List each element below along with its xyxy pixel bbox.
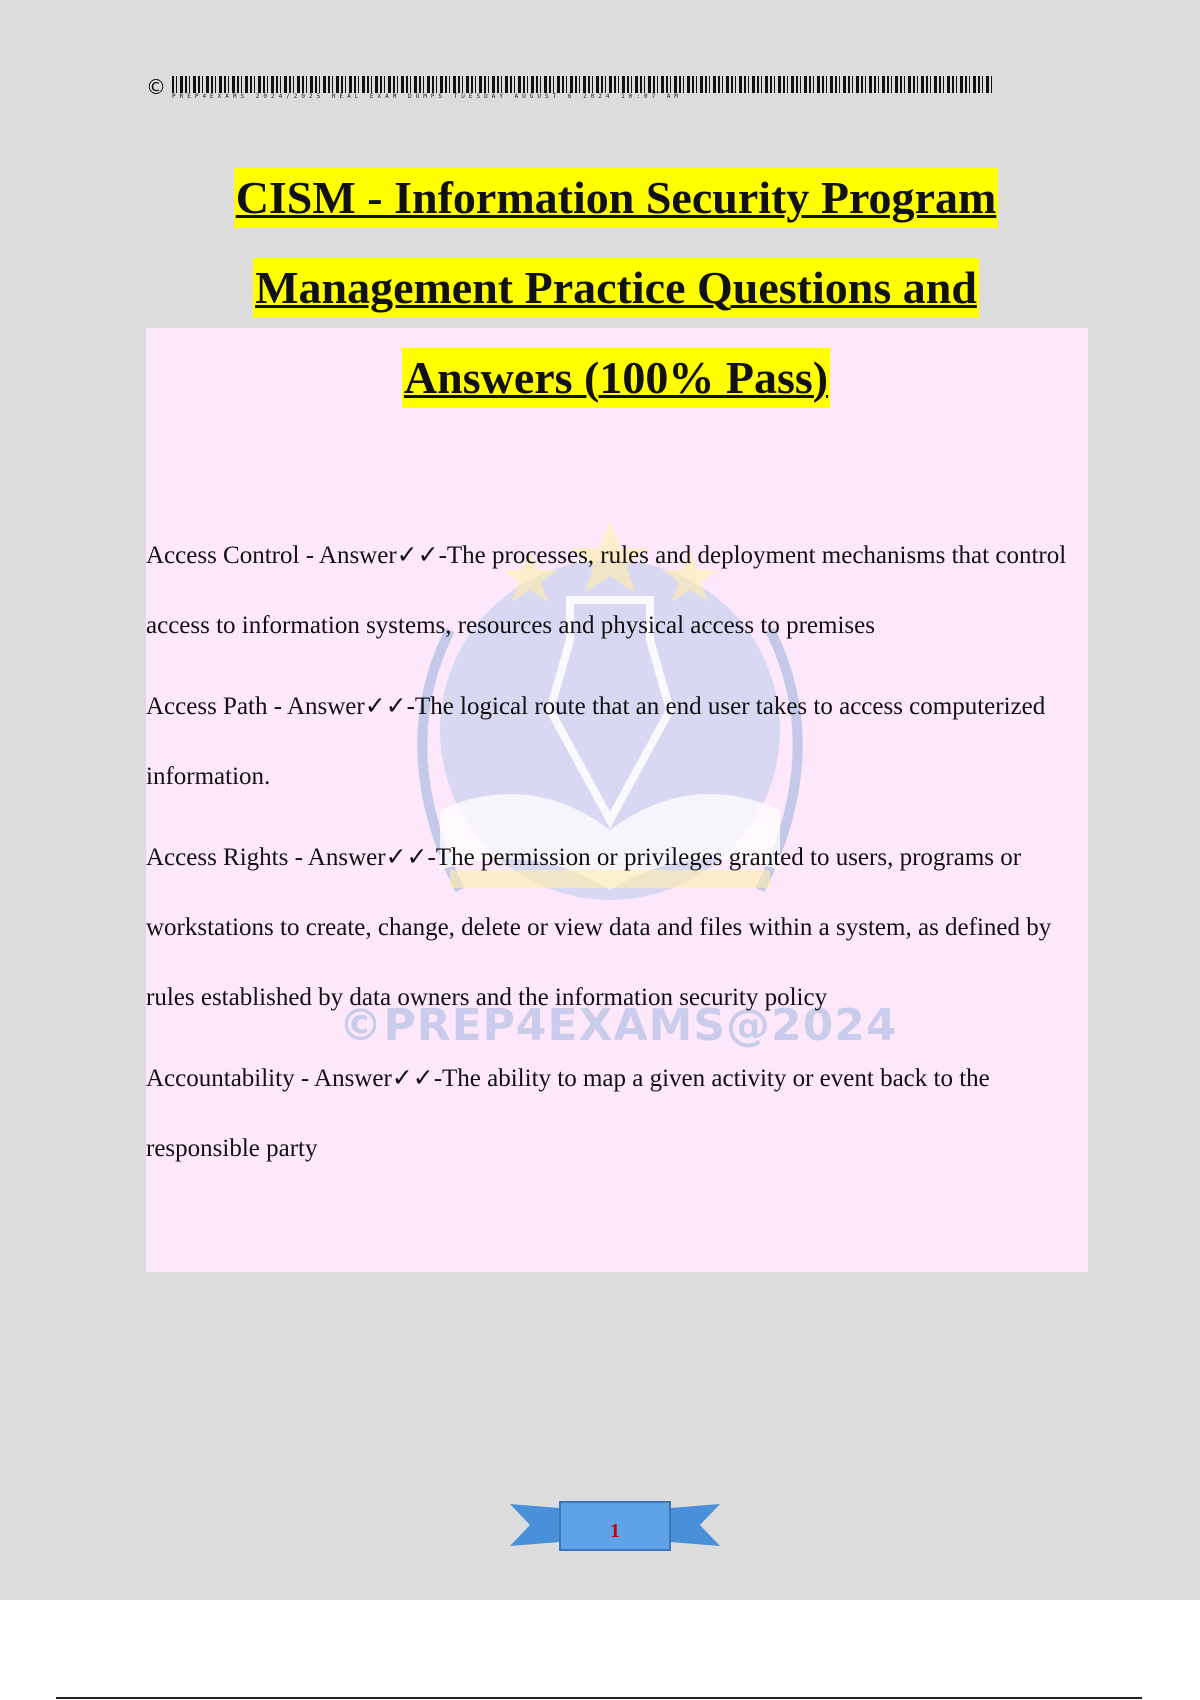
page-number: 1 xyxy=(610,1520,620,1542)
entry-definition: -The ability to map a given activity or event back to the responsible party xyxy=(146,1065,990,1162)
glossary-entry xyxy=(146,520,1096,661)
entry-definition: -The permission or privileges granted to users, programs or workstations to create, change, delete or view data and files within a system, as defined by rules established by data owners and the information security policy xyxy=(146,844,1052,1011)
watermark-text: ©PREP4EXAMS@2024 xyxy=(338,1000,898,1051)
entry-definition: -The processes, rules and deployment mechanisms that control access to information systems, resources and physical access to premises xyxy=(146,542,1067,639)
glossary-list xyxy=(146,520,1096,1184)
checkmark-icon: ✓✓ xyxy=(391,1063,434,1092)
title-line: CISM - Information Security Program xyxy=(234,168,999,228)
title-line: Management Practice Questions and xyxy=(253,258,979,318)
entry-term: Accountability - Answer xyxy=(146,1065,392,1092)
checkmark-icon: ✓✓ xyxy=(385,842,428,871)
barcode-bars xyxy=(172,76,992,93)
entry-term: Access Control - Answer xyxy=(146,542,397,569)
barcode xyxy=(172,76,992,101)
glossary-entry xyxy=(146,671,1096,812)
glossary-entry xyxy=(146,1043,1096,1184)
checkmark-icon: ✓✓ xyxy=(396,540,439,569)
glossary-entry xyxy=(146,822,1096,1033)
entry-definition: -The logical route that an end user takes to access computerized information. xyxy=(146,693,1046,790)
ribbon-left-tail xyxy=(510,1504,560,1546)
document-title xyxy=(0,168,1200,438)
entry-term: Access Path - Answer xyxy=(146,693,365,720)
footer-divider xyxy=(56,1697,1142,1699)
checkmark-icon: ✓✓ xyxy=(364,691,407,720)
copyright-symbol: © xyxy=(146,75,166,99)
barcode-text: PREP4EXAMS 2024/2025 REAL EXAM DUMPS TUESDAY AUGUST 6 2024 10:07 AM xyxy=(172,93,683,100)
header-watermark-strip xyxy=(146,76,966,108)
entry-term: Access Rights - Answer xyxy=(146,844,386,871)
title-line: Answers (100% Pass) xyxy=(402,348,830,408)
ribbon-right-tail xyxy=(670,1504,720,1546)
